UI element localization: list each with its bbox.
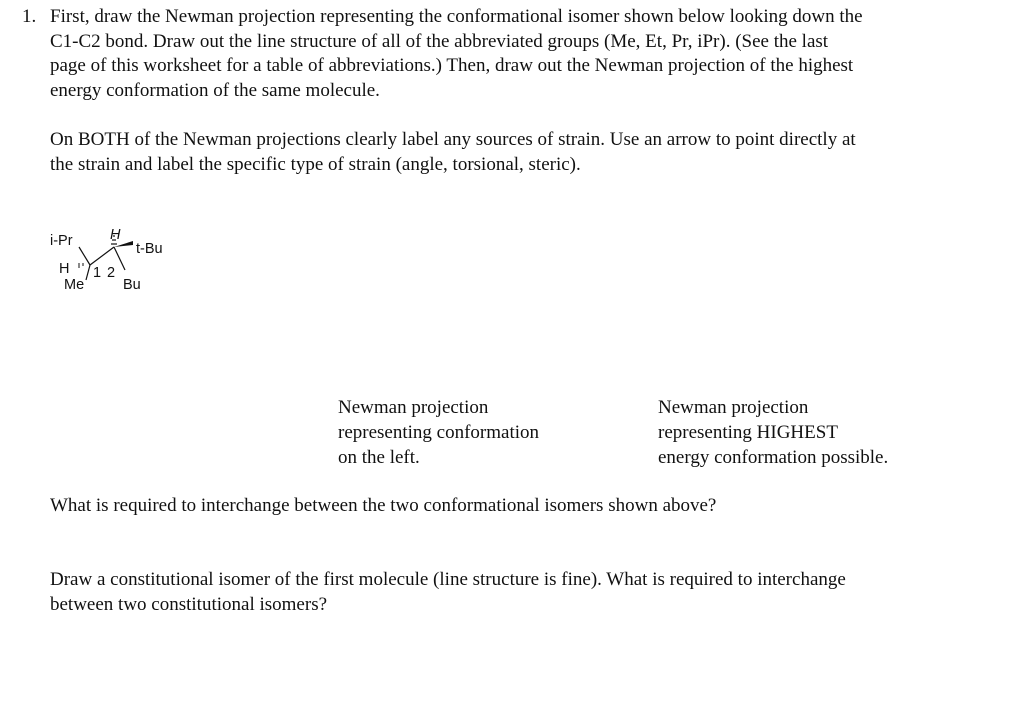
question-instructions xyxy=(50,5,863,103)
caption-newman-left xyxy=(338,395,539,470)
caption-line: on the left. xyxy=(338,447,420,468)
carbon-2-number: 2 xyxy=(107,265,116,281)
bond-c2-bu xyxy=(114,247,125,270)
bu-label: Bu xyxy=(123,277,141,293)
h-left-label: H xyxy=(59,261,70,277)
instructions-line: page of this worksheet for a table of abbreviations.) Then, draw out the Newman projection of the highest xyxy=(50,55,854,76)
question-number: 1. xyxy=(22,6,37,27)
bond-c1-me xyxy=(86,265,90,280)
tbu-label: t-Bu xyxy=(136,241,163,257)
caption-line: energy conformation possible. xyxy=(658,447,889,468)
caption-line: representing conformation xyxy=(338,422,540,443)
bond-c1-c2 xyxy=(90,247,114,265)
me-label: Me xyxy=(64,277,85,293)
caption-line: Newman projection xyxy=(338,397,489,418)
question-line: between two constitutional isomers? xyxy=(50,593,328,615)
caption-newman-highest xyxy=(658,395,888,470)
instructions-line: C1-C2 bond. Draw out the line structure of all of the abbreviated groups (Me, Et, Pr, iPr). (See the last xyxy=(50,30,829,52)
constitutional-question xyxy=(50,568,846,617)
strain-line: the strain and label the specific type of strain (angle, torsional, steric). xyxy=(50,153,581,175)
strain-line: On BOTH of the Newman projections clearly label any sources of strain. Use an arrow to point directly at xyxy=(50,129,856,150)
interchange-question xyxy=(50,494,716,519)
question-line: What is required to interchange between the two conformational isomers shown above? xyxy=(50,495,717,516)
instructions-line: First, draw the Newman projection representing the conformational isomer shown below looking down the xyxy=(50,6,863,27)
carbon-1-number: 1 xyxy=(93,265,102,281)
strain-instructions xyxy=(50,128,856,177)
h-top-label: H xyxy=(110,227,121,243)
bond-c1-ipr xyxy=(79,247,90,265)
caption-line: representing HIGHEST xyxy=(658,422,838,443)
caption-line: Newman projection xyxy=(658,397,809,418)
ipr-label: i-Pr xyxy=(50,233,73,249)
hash-bond-c1-h xyxy=(79,263,83,268)
molecule-structure xyxy=(46,224,186,304)
question-line: Draw a constitutional isomer of the first molecule (line structure is fine). What is required to interchange xyxy=(50,569,846,590)
instructions-line: energy conformation of the same molecule. xyxy=(50,79,380,101)
